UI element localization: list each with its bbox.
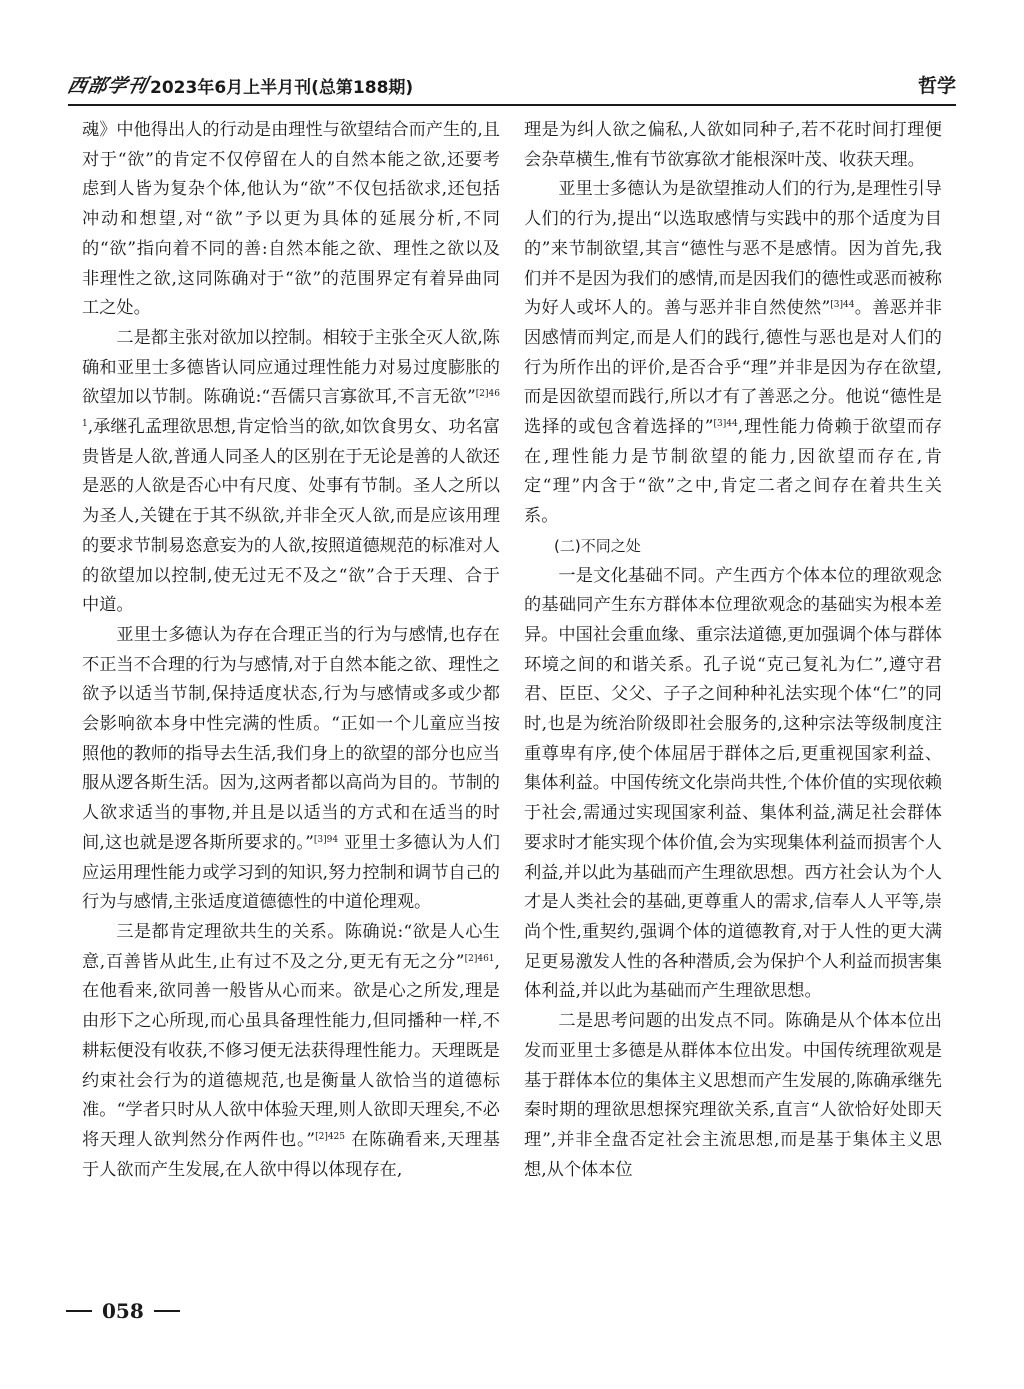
paragraph: 亚里士多德认为存在合理正当的行为与感情,也存在不正当不合理的行为与感情,对于自然本能之欲、理性之欲予以适当节制,保持适度状态,行为与感情或多或少都会影响欲本身中性完满的性质。“正如一个儿童应当按照他的教师的指导去生活,我们身上的欲望的部分也应当服从逻各斯生活。因为,这两者都以高尚为目的。节制的人欲求适当的事物,并且是以适当的方式和在适当的时间,这也就是逻各斯所要求的。”$^{[3]94}$ 亚里士多德认为人们应运用理性能力或学习到的知识,努力控制和调节自己的行为与感情,主张适度道德德性的中道伦理观。 — [82, 624, 500, 913]
citation: [3]44 — [830, 300, 855, 311]
left-column — [82, 116, 500, 1331]
footer-dash-left — [66, 1310, 92, 1312]
footer-dash-right — [154, 1310, 180, 1312]
paragraph: 二是都主张对欲加以控制。相较于主张全灭人欲,陈确和亚里士多德皆认同应通过理性能力对易过度膨胀的欲望加以节制。陈确说:“吾儒只言寡欲耳,不言无欲”$^{[2]461}$,承继孔孟理欲思想,肯定恰当的欲,如饮食男女、功名富贵皆是人欲,普通人同圣人的区别在于无论是善的人欲还是恶的人欲是否心中有尺度、处事有节制。圣人之所以为圣人,关键在于其不纵欲,并非全灭人欲,而是应该用理的要求节制易恣意妄为的人欲,按照道德规范的标准对人的欲望加以控制,使无过无不及之“欲”合于天理、合于中道。 — [82, 327, 500, 616]
section-subheading: (二)不同之处 — [554, 536, 641, 555]
paragraph: 亚里士多德认为是欲望推动人们的行为,是理性引导人们的行为,提出“以选取感情与实践中的那个适度为目的”来节制欲望,其言“德性与恶不是感情。因为首先,我们并不是因为我们的感情,而是因我们的德性或恶而被称为好人或坏人的。善与恶并非自然使然”$^{[3]44}$。善恶并非因感情而判定,而是人们的践行,德性与恶也是对人们的行为所作出的评价,是否合乎“理”并非是因为存在欲望,而是因欲望而践行,所以才有了善恶之分。他说“德性是选择的或包含着选择的”$^{[3]44}$,理性能力倚赖于欲望而存在,理性能力是节制欲望的能力,因欲望而存在,肯定“理”内含于“欲”之中,肯定二者之间存在着共生关系。 — [524, 179, 942, 527]
journal-logo: 西部学刊 — [65, 75, 151, 97]
citation: [3]94 — [313, 834, 339, 845]
page-number: 058 — [102, 1299, 144, 1323]
page-footer — [66, 1299, 180, 1323]
issue-info: 2023年6月上半月刊(总第188期) — [150, 78, 414, 98]
right-column — [524, 116, 942, 1331]
citation: [2]461 — [82, 389, 500, 430]
citation: [3]44 — [713, 419, 738, 430]
header-left — [65, 71, 414, 104]
section-label: 哲学 — [917, 75, 956, 97]
citation: [2]461 — [464, 953, 495, 964]
paragraph: 一是文化基础不同。产生西方个体本位的理欲观念的基础同产生东方群体本位理欲观念的基础实为根本差异。中国社会重血缘、重宗法道德,更加强调个体与群体环境之间的和谐关系。孔子说“克己复礼为仁”,遵守君君、臣臣、父父、子子之间种种礼法实现个体“仁”的同时,也是为统治阶级即社会服务的,这种宗法等级制度注重尊卑有序,使个体屈居于群体之后,更重视国家利益、集体利益。中国传统文化崇尚共性,个体价值的实现依赖于社会,需通过实现国家利益、集体利益,满足社会群体要求时才能实现个体价值,会为实现集体利益而损害个人利益,并以此为基础而产生理欲思想。西方社会认为个人才是人类社会的基础,更尊重人的需求,信奉人人平等,崇尚个性,重契约,强调个体的道德教育,对于人性的更大满足更易激发人性的各种潜质,会为保护个人利益而损害集体利益,并以此为基础而产生理欲思想。 — [524, 565, 942, 1002]
body-columns — [82, 116, 942, 1331]
paragraph: 三是都肯定理欲共生的关系。陈确说:“欲是人心生意,百善皆从此生,止有过不及之分,更无有无之分”$^{[2]461}$,在他看来,欲同善一般皆从心而来。欲是心之所发,理是由形下之心所现,而心虽具备理性能力,但同播种一样,不耕耘便没有收获,不修习便无法获得理性能力。天理既是约束社会行为的道德规范,也是衡量人欲恰当的道德标准。“学者只时从人欲中体验天理,则人欲即天理矣,不必将天理人欲判然分作两件也。”$^{[2]425}$ 在陈确看来,天理基于人欲而产生发展,在人欲中得以体现存在, — [82, 921, 500, 1180]
citation: [2]425 — [315, 1131, 346, 1142]
running-header — [65, 70, 956, 106]
paragraph: 魂》中他得出人的行动是由理性与欲望结合而产生的,且对于“欲”的肯定不仅停留在人的自然本能之欲,还要考虑到人皆为复杂个体,他认为“欲”不仅包括欲求,还包括冲动和想望,对“欲”予以更为具体的延展分析,不同的“欲”指向着不同的善:自然本能之欲、理性之欲以及非理性之欲,这同陈确对于“欲”的范围界定有着异曲同工之处。 — [82, 120, 500, 319]
paragraph: 理是为纠人欲之偏私,人欲如同种子,若不花时间打理便会杂草横生,惟有节欲寡欲才能根深叶茂、收获天理。 — [524, 120, 942, 170]
paragraph: 二是思考问题的出发点不同。陈确是从个体本位出发而亚里士多德是从群体本位出发。中国传统理欲观是基于群体本位的集体主义思想而产生发展的,陈确承继先秦时期的理欲思想探究理欲关系,直言“人欲恰好处即天理”,并非全盘否定社会主流思想,而是基于集体主义思想,从个体本位 — [524, 1011, 942, 1180]
